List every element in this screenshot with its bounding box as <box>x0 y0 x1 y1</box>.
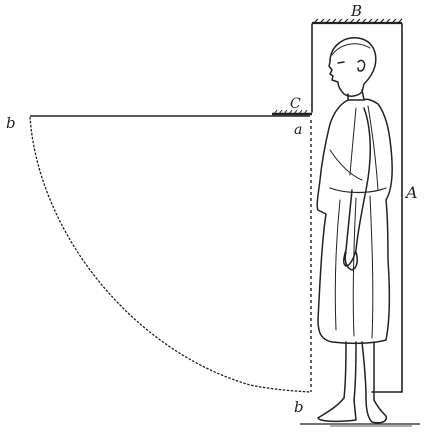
standing-figure <box>317 38 392 423</box>
figure-arm <box>344 108 371 266</box>
label-A: A <box>406 183 418 202</box>
ground-line <box>300 424 420 426</box>
label-B: B <box>351 2 363 20</box>
figure-ear <box>358 60 365 71</box>
figure-head <box>329 38 376 96</box>
label-a: a <box>294 122 303 138</box>
label-b-left: b <box>6 114 16 132</box>
construction-arc <box>30 117 310 392</box>
label-C: C <box>290 96 301 112</box>
figure-hair <box>332 44 370 55</box>
label-b-bottom: b <box>294 398 304 416</box>
horizontal-line-bc <box>30 110 312 116</box>
frame <box>312 24 402 392</box>
figure-eye <box>338 62 344 63</box>
figure-feet <box>318 398 386 423</box>
figure-legs <box>344 342 374 400</box>
